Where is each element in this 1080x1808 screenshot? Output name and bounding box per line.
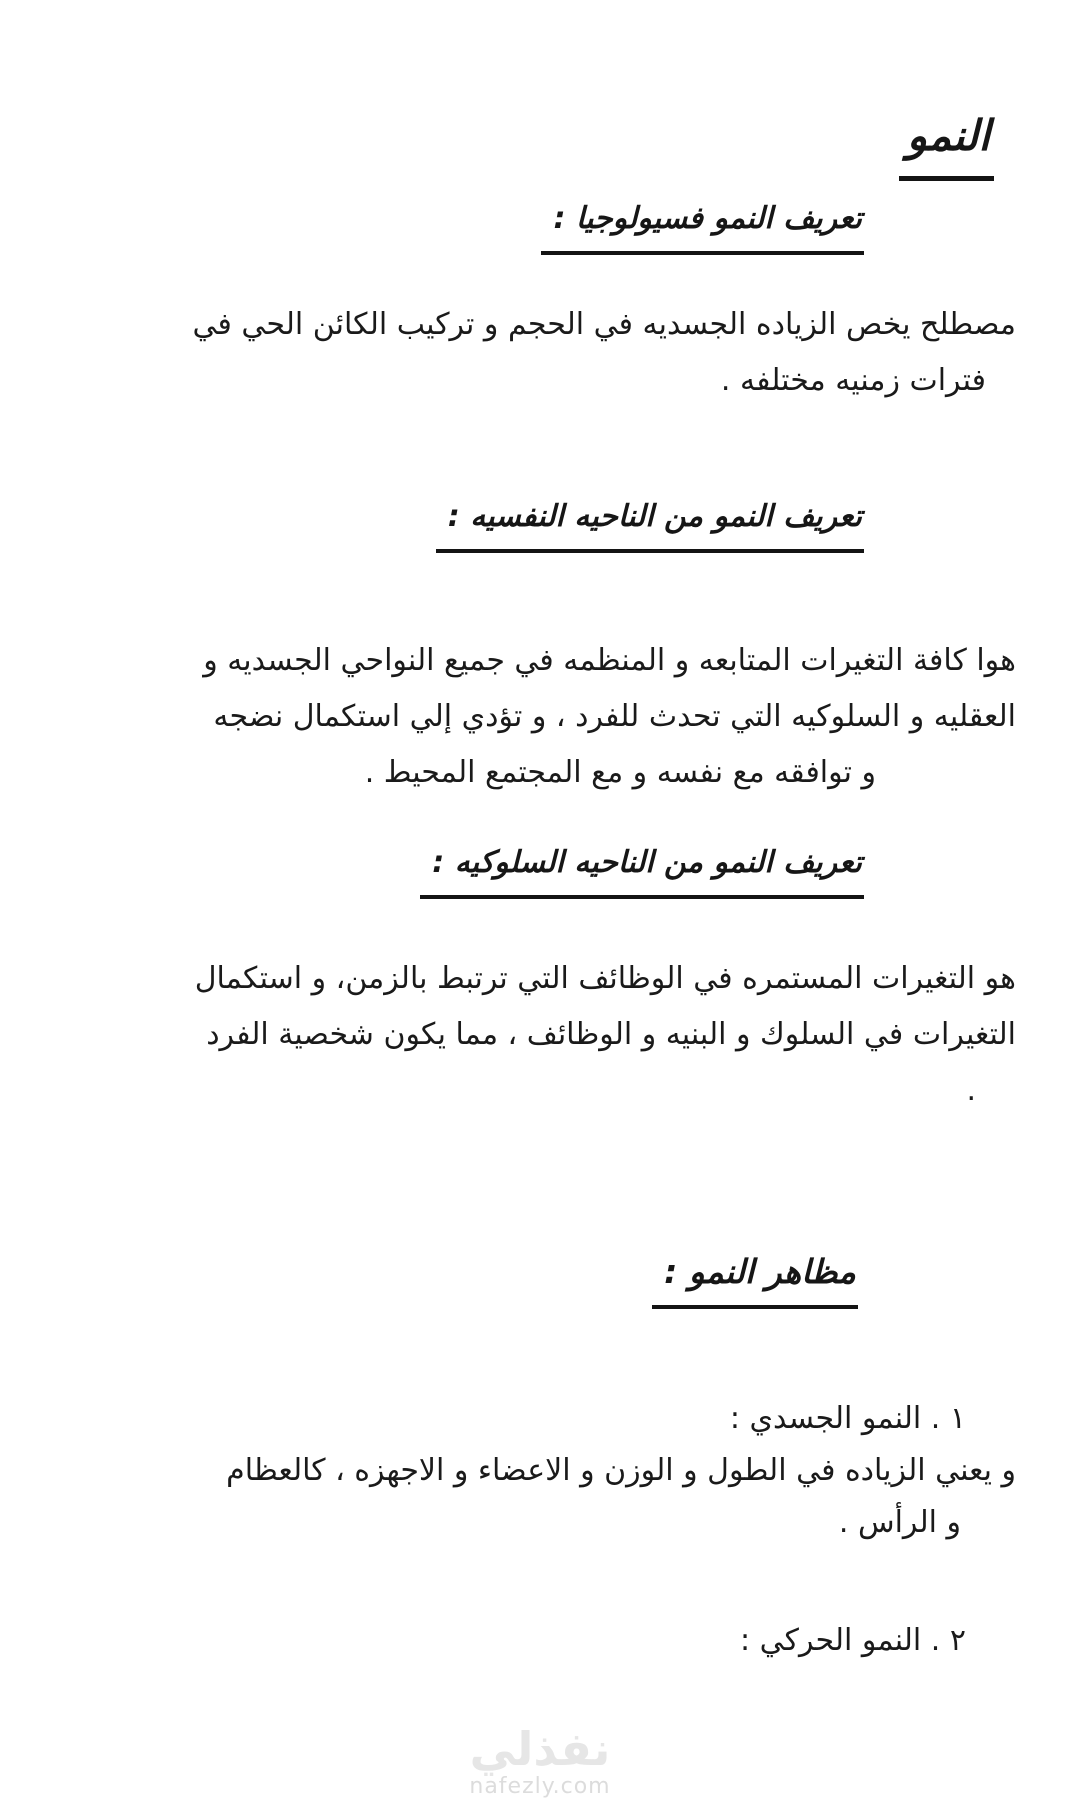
text-line: التغيرات في السلوك و البنيه و الوظائف ، مما يكون شخصية الفرد xyxy=(206,1017,1016,1052)
text-line: و توافقه مع نفسه و مع المجتمع المحيط . xyxy=(364,755,876,790)
section-heading-behavioral: تعريف النمو من الناحيه السلوكيه : xyxy=(420,839,864,899)
title-row xyxy=(64,106,1016,181)
text-line: فترات زمنيه مختلفه . xyxy=(720,363,986,398)
list-item-number-line: ٢ . النمو الحركي : xyxy=(740,1623,966,1658)
text-line: مصطلح يخص الزياده الجسديه في الحجم و تركيب الكائن الحي في xyxy=(192,307,1016,342)
behavioral-definition-paragraph xyxy=(64,951,1016,1119)
list-item-physical-growth xyxy=(64,1393,1016,1549)
text-line: و الرأس . xyxy=(838,1505,961,1540)
heading-row-psychological xyxy=(64,493,1016,553)
heading-row-growth-aspects xyxy=(64,1247,1016,1309)
heading-row-physiological xyxy=(64,195,1016,255)
physiological-definition-paragraph xyxy=(64,297,1016,409)
section-heading-psychological: تعريف النمو من الناحيه النفسيه : xyxy=(436,493,864,553)
section-heading-physiological: تعريف النمو فسيولوجيا : xyxy=(541,195,864,255)
list-item-motor-growth xyxy=(64,1615,1016,1667)
watermark xyxy=(469,1724,610,1800)
nafezly-url: nafezly.com xyxy=(469,1774,611,1799)
psychological-definition-paragraph xyxy=(64,633,1016,801)
page-title: النمو xyxy=(899,106,994,181)
text-line: . xyxy=(966,1073,976,1108)
heading-row-behavioral xyxy=(64,839,1016,899)
list-item-number-line: ١ . النمو الجسدي : xyxy=(729,1401,966,1436)
text-line: و يعني الزياده في الطول و الوزن و الاعضاء و الاجهزه ، كالعظام xyxy=(226,1453,1016,1488)
section-heading-growth-aspects: مظاهر النمو : xyxy=(652,1247,858,1309)
text-line: هو التغيرات المستمره في الوظائف التي ترتبط بالزمن، و استكمال xyxy=(194,961,1016,996)
text-line: هوا كافة التغيرات المتابعه و المنظمه في جميع النواحي الجسديه و xyxy=(203,643,1016,678)
nafezly-logo: نفذلي xyxy=(469,1722,611,1776)
text-line: العقليه و السلوكيه التي تحدث للفرد ، و تؤدي إلي استكمال نضجه xyxy=(213,699,1016,734)
